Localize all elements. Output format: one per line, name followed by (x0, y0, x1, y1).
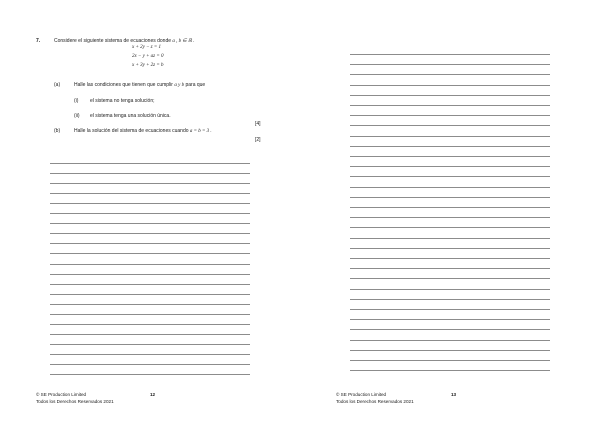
footer-copyright-left: © SE Production Limited (36, 392, 87, 397)
answer-line (350, 156, 550, 157)
part-a-marks: [4] (255, 121, 261, 127)
answer-line (50, 193, 250, 194)
answer-line (350, 278, 550, 279)
answer-line (350, 217, 550, 218)
answer-line (50, 304, 250, 305)
question-intro-text: Considere el siguiente sistema de ecuaciones donde (54, 38, 172, 44)
answer-line (350, 136, 550, 137)
answer-line (50, 163, 250, 164)
answer-line (350, 329, 550, 330)
page-number-right: 13 (451, 392, 457, 397)
answer-line (350, 238, 550, 239)
part-a-text-start: Halle las condiciones que tienen que cumplir (74, 82, 173, 88)
answer-line (350, 207, 550, 208)
answer-line (50, 364, 250, 365)
answer-line (350, 299, 550, 300)
answer-line (350, 227, 550, 228)
answer-lines-right (350, 0, 550, 424)
footer-copyright-right: © SE Production Limited (336, 392, 387, 397)
page-number-left: 12 (150, 392, 156, 397)
equation-3: x + 3y + 2z = b (132, 63, 164, 68)
part-a-sub-ii-label: (ii) (74, 113, 80, 119)
answer-line (350, 187, 550, 188)
footer-rights-left: Todos los Derechos Reservados 2021 (36, 399, 114, 404)
answer-line (50, 294, 250, 295)
answer-line (50, 324, 250, 325)
answer-line (350, 105, 550, 106)
equation-1: x + 2y − z = 1 (132, 45, 162, 50)
answer-line (50, 253, 250, 254)
answer-line (350, 64, 550, 65)
answer-line (350, 176, 550, 177)
answer-line (50, 274, 250, 275)
part-a-math: a y b (174, 83, 185, 88)
part-a-sub-i-label: (i) (74, 98, 79, 104)
answer-line (350, 370, 550, 371)
answer-lines-left (50, 0, 250, 424)
answer-line (350, 85, 550, 86)
answer-line (50, 243, 250, 244)
part-b-label: (b) (54, 128, 61, 134)
answer-line (350, 125, 550, 126)
answer-line (50, 314, 250, 315)
part-a-sub-i-text: el sistema no tenga solución; (90, 98, 155, 104)
answer-line (350, 74, 550, 75)
answer-line (350, 360, 550, 361)
question-number: 7. (36, 38, 41, 44)
answer-line (350, 95, 550, 96)
answer-line (50, 354, 250, 355)
answer-line (50, 173, 250, 174)
equation-2: 2x − y + az = 0 (132, 54, 164, 59)
answer-line (50, 233, 250, 234)
answer-line (350, 289, 550, 290)
answer-line (50, 264, 250, 265)
answer-line (350, 319, 550, 320)
answer-line (350, 309, 550, 310)
footer-rights-right: Todos los Derechos Reservados 2021 (336, 399, 414, 404)
answer-line (350, 340, 550, 341)
part-a-label: (a) (54, 82, 61, 88)
answer-line (350, 248, 550, 249)
part-a-sub-ii-text: el sistema tenga una solución única. (90, 113, 171, 119)
answer-line (350, 54, 550, 55)
answer-line (50, 344, 250, 345)
answer-line (50, 374, 250, 375)
answer-line (50, 183, 250, 184)
answer-line (50, 203, 250, 204)
answer-line (350, 115, 550, 116)
answer-line (350, 350, 550, 351)
part-b-marks: [2] (255, 137, 261, 143)
answer-line (350, 146, 550, 147)
part-a-text-end: para que (185, 82, 206, 88)
answer-line (50, 223, 250, 224)
answer-line (350, 268, 550, 269)
answer-line (50, 334, 250, 335)
answer-line (350, 166, 550, 167)
question-intro-math: a , b ∈ ℝ . (172, 39, 195, 44)
right-page (300, 0, 600, 424)
part-b-text-start: Halle la solución del sistema de ecuaciones cuando (74, 128, 189, 134)
part-b-math: a = b = 3 . (189, 129, 212, 134)
answer-line (50, 213, 250, 214)
answer-line (50, 284, 250, 285)
answer-line (350, 258, 550, 259)
answer-line (350, 197, 550, 198)
